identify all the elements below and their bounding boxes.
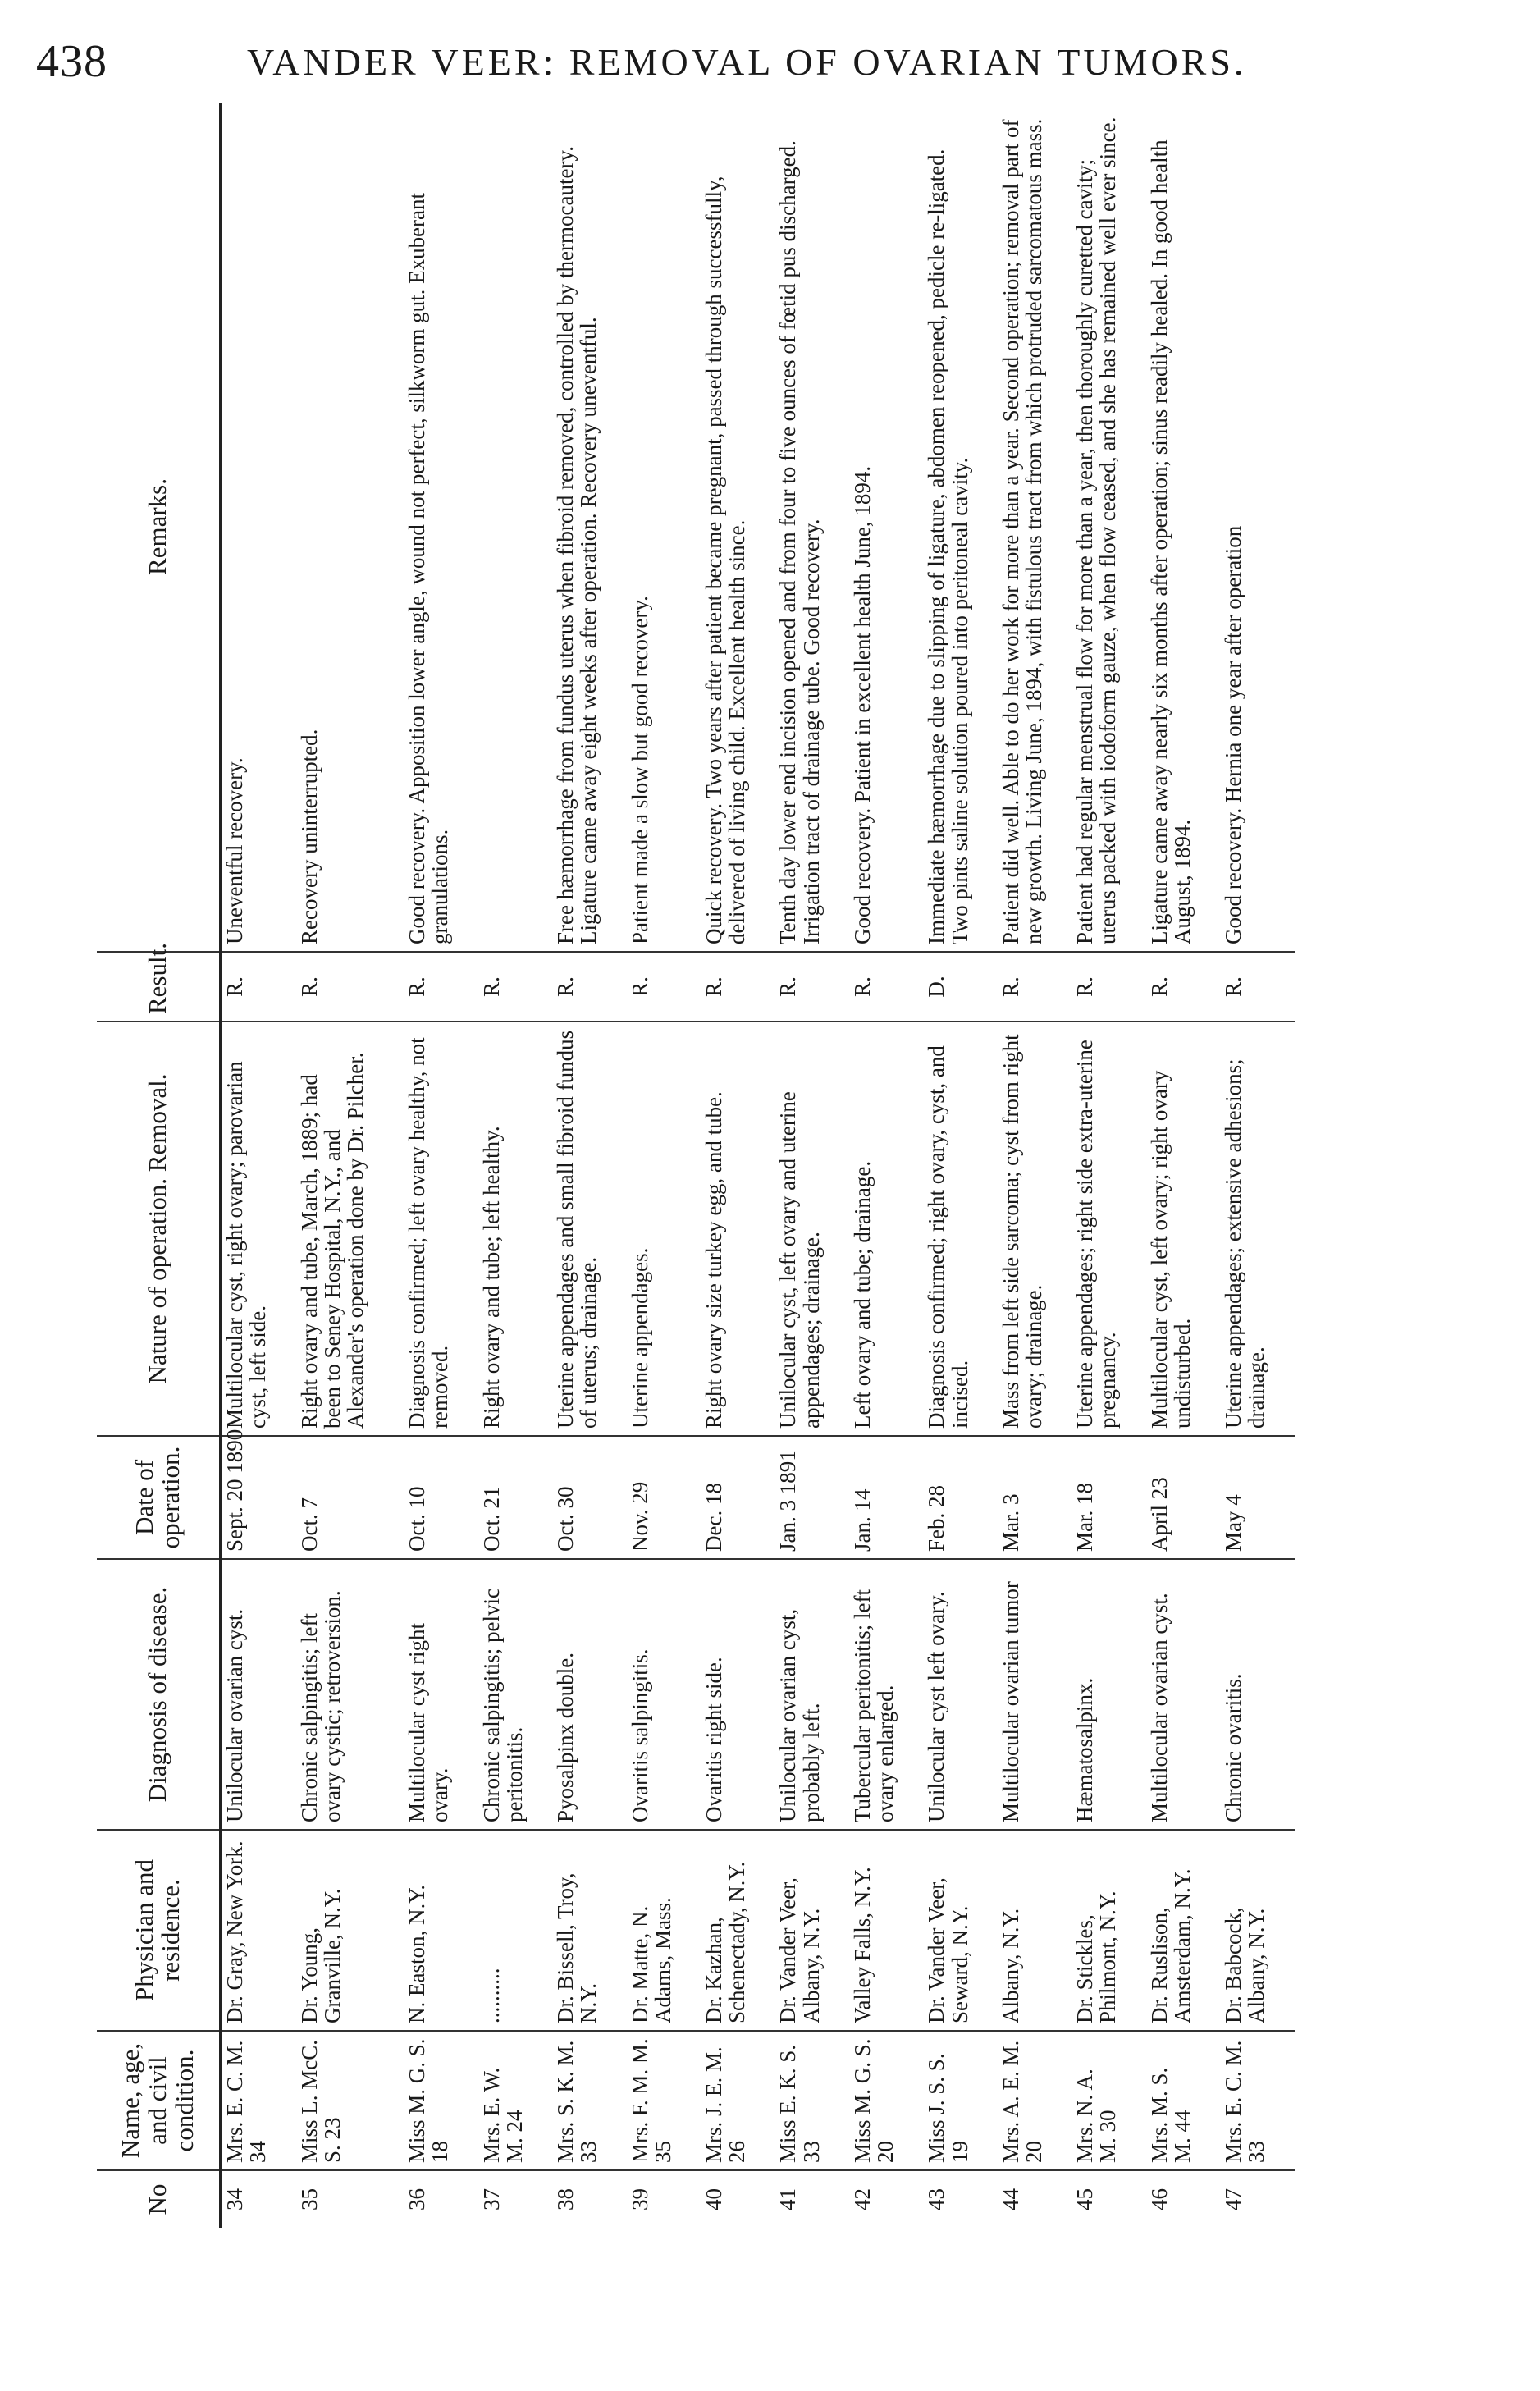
patient-name-cell: Miss M. G. S. 18 [404, 2031, 478, 2170]
operation-date-cell: Oct. 10 [404, 1436, 478, 1559]
table-row [775, 103, 848, 2228]
patient-name-cell: Miss E. K. S. 33 [775, 2031, 848, 2170]
case-number-cell: 41 [775, 2170, 848, 2228]
operation-date-cell: Nov. 29 [627, 1436, 701, 1559]
column-header-nature: Nature of operation. Removal. [97, 1022, 220, 1436]
physician-cell: Dr. Matte, N. Adams, Mass. [627, 1830, 701, 2031]
result-cell: R. [849, 952, 923, 1022]
result-cell: D. [923, 952, 997, 1022]
diagnosis-cell: Multilocular ovarian tumor [998, 1559, 1072, 1830]
physician-cell: Dr. Stickles, Philmont, N.Y. [1072, 1830, 1145, 2031]
result-cell: R. [404, 952, 478, 1022]
remarks-cell: Patient had regular menstrual flow for more than a year, then thoroughly curetted cavity; uterus packed with iodoform gauze, when flow ceased, and she has remained well ever since. [1072, 117, 1121, 944]
table-row [478, 103, 552, 2228]
patient-name-cell: Miss J. S. S. 19 [923, 2031, 997, 2170]
remarks-cell: Patient made a slow but good recovery. [627, 596, 652, 944]
operation-date-cell: Jan. 14 [849, 1436, 923, 1559]
case-number-cell: 42 [849, 2170, 923, 2228]
diagnosis-cell: Ovaritis right side. [701, 1559, 775, 1830]
column-header-remarks: Remarks. [97, 103, 220, 952]
table-row [627, 103, 701, 2228]
case-number-cell: 34 [220, 2170, 296, 2228]
diagnosis-cell: Multilocular cyst right ovary. [404, 1559, 478, 1830]
operation-date-cell: April 23 [1146, 1436, 1220, 1559]
patient-name-cell: Miss M. G. S. 20 [849, 2031, 923, 2170]
column-header-no: No [97, 2170, 220, 2228]
operation-date-cell: Mar. 3 [998, 1436, 1072, 1559]
result-cell: R. [1146, 952, 1220, 1022]
operation-nature-cell: Right ovary and tube; left healthy. [478, 1022, 552, 1436]
case-number-cell: 38 [552, 2170, 626, 2228]
table-row [923, 103, 997, 2228]
physician-cell: .......... [478, 1830, 552, 2031]
remarks-cell [478, 103, 552, 952]
operation-date-cell: Oct. 21 [478, 1436, 552, 1559]
operation-date-cell: Oct. 30 [552, 1436, 626, 1559]
operation-nature-cell: Unilocular cyst, left ovary and uterine appendages; drainage. [775, 1022, 848, 1436]
patient-name-cell: Mrs. E. W. M. 24 [478, 2031, 552, 2170]
patient-name-cell: Mrs. S. K. M. 33 [552, 2031, 626, 2170]
table-row [1220, 103, 1295, 2228]
physician-cell: Dr. Babcock, Albany, N.Y. [1220, 1830, 1295, 2031]
case-table-grid [97, 103, 1295, 2228]
table-row [849, 103, 923, 2228]
case-number-cell: 47 [1220, 2170, 1295, 2228]
operation-nature-cell: Multilocular cyst, left ovary; right ovary undisturbed. [1146, 1022, 1220, 1436]
physician-cell: Valley Falls, N.Y. [849, 1830, 923, 2031]
case-number-cell: 35 [296, 2170, 404, 2228]
result-cell: R. [220, 952, 296, 1022]
remarks-cell: Patient did well. Able to do her work for more than a year. Second operation; removal part of new growth. Living June, 1894, with fistulous tract from which protruded sarcomatous mass. [998, 118, 1046, 944]
diagnosis-cell: Chronic ovaritis. [1220, 1559, 1295, 1830]
table-body [220, 103, 1295, 2228]
operation-nature-cell: Right ovary size turkey egg, and tube. [701, 1022, 775, 1436]
case-number-cell: 46 [1146, 2170, 1220, 2228]
physician-cell: Dr. Gray, New York. [220, 1830, 296, 2031]
case-table [97, 103, 1295, 2228]
case-number-cell: 45 [1072, 2170, 1145, 2228]
result-cell: R. [478, 952, 552, 1022]
result-cell: R. [552, 952, 626, 1022]
patient-name-cell: Miss L. McC. S. 23 [296, 2031, 404, 2170]
column-header-date: Date of operation. [97, 1436, 220, 1559]
diagnosis-cell: Hæmatosalpinx. [1072, 1559, 1145, 1830]
patient-name-cell: Mrs. J. E. M. 26 [701, 2031, 775, 2170]
remarks-cell: Free hæmorrhage from fundus uterus when fibroid removed, controlled by thermocautery. Ligature came away eight weeks after operation. Recovery uneventful. [553, 146, 601, 944]
diagnosis-cell: Unilocular cyst left ovary. [923, 1559, 997, 1830]
physician-cell: Dr. Ruslison, Amsterdam, N.Y. [1146, 1830, 1220, 2031]
remarks-cell: Good recovery. Patient in excellent health June, 1894. [849, 465, 875, 944]
physician-cell: Dr. Bissell, Troy, N.Y. [552, 1830, 626, 2031]
diagnosis-cell: Ovaritis salpingitis. [627, 1559, 701, 1830]
diagnosis-cell: Pyosalpinx double. [552, 1559, 626, 1830]
operation-nature-cell: Diagnosis confirmed; right ovary, cyst, and incised. [923, 1022, 997, 1436]
operation-nature-cell: Uterine appendages; extensive adhesions; drainage. [1220, 1022, 1295, 1436]
diagnosis-cell: Multilocular ovarian cyst. [1146, 1559, 1220, 1830]
operation-nature-cell: Uterine appendages. [627, 1022, 701, 1436]
remarks-cell: Uneventful recovery. [222, 757, 247, 944]
page-header [36, 25, 1300, 98]
case-number-cell: 43 [923, 2170, 997, 2228]
column-header-result: Result. [97, 952, 220, 1022]
patient-name-cell: Mrs. M. S. M. 44 [1146, 2031, 1220, 2170]
operation-nature-cell: Uterine appendages and small fibroid fundus of uterus; drainage. [552, 1022, 626, 1436]
case-number-cell: 39 [627, 2170, 701, 2228]
result-cell: R. [627, 952, 701, 1022]
operation-nature-cell: Multilocular cyst, right ovary; parovarian cyst, left side. [220, 1022, 296, 1436]
column-header-diagnosis: Diagnosis of disease. [97, 1559, 220, 1830]
physician-cell: Dr. Kazhan, Schenectady, N.Y. [701, 1830, 775, 2031]
physician-cell: Albany, N.Y. [998, 1830, 1072, 2031]
table-row [701, 103, 775, 2228]
result-cell: R. [296, 952, 404, 1022]
table-row [296, 103, 404, 2228]
remarks-cell: Tenth day lower end incision opened and from four to five ounces of fœtid pus discharged. Irrigation tract of drainage tube. Good recovery. [775, 140, 824, 944]
remarks-cell: Quick recovery. Two years after patient became pregnant, passed through successfully, delivered of living child. Excellent health since. [701, 176, 750, 944]
table-row [1072, 103, 1145, 2228]
result-cell: R. [775, 952, 848, 1022]
operation-date-cell: Mar. 18 [1072, 1436, 1145, 1559]
table-header-row [97, 103, 220, 2228]
operation-nature-cell: Uterine appendages; right side extra-uterine pregnancy. [1072, 1022, 1145, 1436]
operation-nature-cell: Left ovary and tube; drainage. [849, 1022, 923, 1436]
physician-cell: Dr. Vander Veer, Albany, N.Y. [775, 1830, 848, 2031]
operation-nature-cell: Right ovary and tube, March, 1889; had been to Seney Hospital, N.Y., and Alexander's operation done by Dr. Pilcher. [296, 1022, 404, 1436]
result-cell: R. [1220, 952, 1295, 1022]
table-row [998, 103, 1072, 2228]
patient-name-cell: Mrs. N. A. M. 30 [1072, 2031, 1145, 2170]
page-number: 438 [36, 36, 107, 87]
column-header-name: Name, age, and civil condition. [97, 2031, 220, 2170]
case-number-cell: 44 [998, 2170, 1072, 2228]
patient-name-cell: Mrs. A. E. M. 20 [998, 2031, 1072, 2170]
physician-cell: N. Easton, N.Y. [404, 1830, 478, 2031]
table-row [552, 103, 626, 2228]
diagnosis-cell: Chronic salpingitis; pelvic peritonitis. [478, 1559, 552, 1830]
remarks-cell: Ligature came away nearly six months after operation; sinus readily healed. In good health August, 1894. [1146, 139, 1195, 944]
running-title: VANDER VEER: REMOVAL OF OVARIAN TUMORS. [247, 40, 1247, 83]
operation-date-cell: Jan. 3 1891 [775, 1436, 848, 1559]
table-row [404, 103, 478, 2228]
case-number-cell: 40 [701, 2170, 775, 2228]
diagnosis-cell: Unilocular ovarian cyst. [220, 1559, 296, 1830]
diagnosis-cell: Tubercular peritonitis; left ovary enlarged. [849, 1559, 923, 1830]
column-header-physician: Physician and residence. [97, 1830, 220, 2031]
table-row [1146, 103, 1220, 2228]
operation-nature-cell: Diagnosis confirmed; left ovary healthy, not removed. [404, 1022, 478, 1436]
physician-cell: Dr. Young, Granville, N.Y. [296, 1830, 404, 2031]
operation-date-cell: Feb. 28 [923, 1436, 997, 1559]
patient-name-cell: Mrs. E. C. M. 34 [220, 2031, 296, 2170]
result-cell: R. [998, 952, 1072, 1022]
operation-date-cell: Dec. 18 [701, 1436, 775, 1559]
remarks-cell: Good recovery. Hernia one year after operation [1221, 525, 1246, 944]
result-cell: R. [1072, 952, 1145, 1022]
case-number-cell: 36 [404, 2170, 478, 2228]
diagnosis-cell: Chronic salpingitis; left ovary cystic; retroversion. [296, 1559, 404, 1830]
operation-date-cell: Sept. 20 1890 [220, 1436, 296, 1559]
physician-cell: Dr. Vander Veer, Seward, N.Y. [923, 1830, 997, 2031]
case-number-cell: 37 [478, 2170, 552, 2228]
operation-nature-cell: Mass from left side sarcoma; cyst from right ovary; drainage. [998, 1022, 1072, 1436]
result-cell: R. [701, 952, 775, 1022]
operation-date-cell: May 4 [1220, 1436, 1295, 1559]
table-row [220, 103, 296, 2228]
patient-name-cell: Mrs. E. C. M. 33 [1220, 2031, 1295, 2170]
remarks-cell: Good recovery. Apposition lower angle, wound not perfect, silkworm gut. Exuberant granulations. [404, 192, 453, 944]
remarks-cell: Recovery uninterrupted. [296, 729, 322, 944]
remarks-cell: Immediate hæmorrhage due to slipping of ligature, abdomen reopened, pedicle re-ligated. Two pints saline solution poured into peritoneal cavity. [924, 149, 972, 944]
diagnosis-cell: Unilocular ovarian cyst, probably left. [775, 1559, 848, 1830]
patient-name-cell: Mrs. F. M. M. 35 [627, 2031, 701, 2170]
operation-date-cell: Oct. 7 [296, 1436, 404, 1559]
